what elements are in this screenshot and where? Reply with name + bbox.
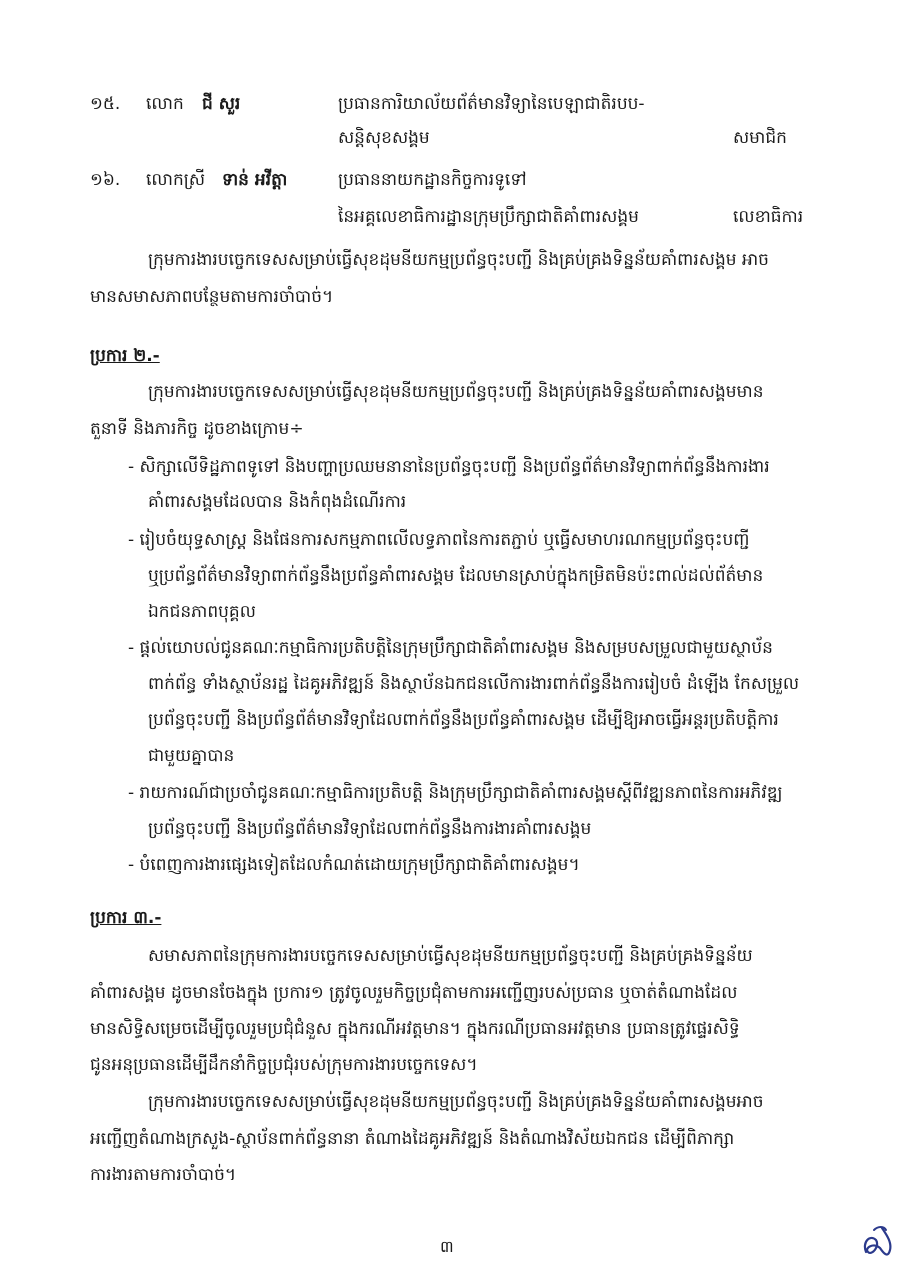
- member-16-title: លោកស្រី: [146, 170, 206, 190]
- member-16-name: ទាន់ អវីត្តា: [222, 170, 288, 190]
- article-3-para2-line1: ក្រុមការងារបច្ចេកទេសសម្រាប់ធ្វើសុខដុមនីយកម្មប្រព័ន្ធចុះបញ្ជី និងគ្រប់គ្រងទិន្នន័យគាំពារសង្គមអាច: [148, 1092, 764, 1112]
- article-2-bullet-2-line2: ឬប្រព័ន្ធព័ត៌មានវិទ្យាពាក់ព័ន្ធនឹងប្រព័ន្ធគាំពារសង្គម ដែលមានស្រាប់ក្នុងកម្រិតមិនប៉ះពាល់ដល់ព័ត៌មាន: [148, 566, 764, 586]
- article-2-bullet-4-line2: ប្រព័ន្ធចុះបញ្ជី និងប្រព័ន្ធព័ត៌មានវិទ្យាដែលពាក់ព័ន្ធនឹងការងារគាំពារសង្គម: [148, 819, 592, 839]
- article-2-bullet-3-line2: ពាក់ព័ន្ធ ទាំងស្ថាប័នរដ្ឋ ដៃគូអភិវឌ្ឍន៍ និងស្ថាប័នឯកជនលើការងារពាក់ព័ន្ធនឹងការរៀបចំ ដំឡើង កែសម្រួល: [148, 674, 800, 694]
- article-2-intro-line2: តួនាទី និងភារកិច្ច ដូចខាងក្រោម÷: [90, 419, 304, 439]
- member-15-name: ជី សួរ: [202, 94, 241, 114]
- article-2-bullet-5-line1: - បំពេញការងារផ្សេងទៀតដែលកំណត់ដោយក្រុមប្រឹក្សាជាតិគាំពារសង្គម។: [128, 855, 580, 875]
- article-3-para1-line1: សមាសភាពនៃក្រុមការងារបច្ចេកទេសសម្រាប់ធ្វើសុខដុមនីយកម្មប្រព័ន្ធចុះបញ្ជី និងគ្រប់គ្រងទិន្នន័យ: [148, 946, 753, 966]
- article-2-heading: ប្រការ ២.-: [90, 346, 160, 366]
- article-2-bullet-4-line1: - រាយការណ៍ជាប្រចាំជូនគណៈកម្មាធិការប្រតិបត្តិ និងក្រុមប្រឹក្សាជាតិគាំពារសង្គមស្តីពីវឌ្ឍនភាពនៃការអភិវឌ្ឍ: [128, 783, 783, 803]
- article-2-bullet-1-line2: គាំពារសង្គមដែលបាន និងកំពុងដំណើរការ: [148, 492, 407, 512]
- article-3-para1-line3: មានសិទ្ធិសម្រេចដើម្បីចូលរួមប្រជុំជំនួស ក្នុងករណីអវត្តមាន។ ក្នុងករណីប្រធានអវត្តមាន ប្រធានត្រូវផ្ទេរសិទ្ធិ: [90, 1019, 740, 1039]
- article-3-para2-line3: ការងារតាមការចាំបាច់។: [90, 1165, 237, 1185]
- article-2-intro-line1: ក្រុមការងារបច្ចេកទេសសម្រាប់ធ្វើសុខដុមនីយកម្មប្រព័ន្ធចុះបញ្ជី និងគ្រប់គ្រងទិន្នន័យគាំពារសង្គមមាន: [148, 382, 764, 402]
- member-16-role: លេខាធិការ: [733, 207, 804, 227]
- page-number: ៣: [440, 1237, 454, 1256]
- member-16-position-line2: នៃអគ្គលេខាធិការដ្ឋានក្រុមប្រឹក្សាជាតិគាំពារសង្គម: [338, 207, 639, 227]
- member-15-number: ១៥.: [90, 94, 121, 114]
- handwritten-initial-icon: [860, 1222, 894, 1266]
- article-2-bullet-3-line1: - ផ្តល់យោបល់ជូនគណៈកម្មាធិការប្រតិបត្តិនៃក្រុមប្រឹក្សាជាតិគាំពារសង្គម និងសម្របសម្រួលជាមួយស្ថាប័ន: [128, 638, 773, 658]
- article-3-heading: ប្រការ ៣.-: [90, 908, 162, 928]
- article-2-bullet-2-line3: ឯកជនភាពបុគ្គល: [148, 602, 256, 622]
- article-3-para1-line4: ជូនអនុប្រធានដើម្បីដឹកនាំកិច្ចប្រជុំរបស់ក្រុមការងារបច្ចេកទេស។: [90, 1055, 478, 1075]
- article-3-para1-line2: គាំពារសង្គម ដូចមានចែងក្នុង ប្រការ១ ត្រូវចូលរួមកិច្ចប្រជុំតាមការអញ្ជើញរបស់ប្រធាន ឬចាត់តំណាងដែល: [90, 983, 738, 1003]
- member-15-position-line2: សន្តិសុខសង្គម: [338, 128, 430, 148]
- article-2-bullet-3-line3: ប្រព័ន្ធចុះបញ្ជី និងប្រព័ន្ធព័ត៌មានវិទ្យាដែលពាក់ព័ន្ធនឹងប្រព័ន្ធគាំពារសង្គម ដើម្បីឱ្យអាចធ្វើអន្តរប្រតិបត្តិការ: [148, 710, 779, 730]
- article-2-bullet-3-line4: ជាមួយគ្នាបាន: [148, 746, 235, 766]
- article-2-bullet-2-line1: - រៀបចំយុទ្ធសាស្ត្រ និងផែនការសកម្មភាពលើលទ្ធភាពនៃការតភ្ជាប់ ឬធ្វើសមាហរណកម្មប្រព័ន្ធចុះបញ្ជី: [128, 530, 750, 550]
- intro-paragraph-line2: មានសមាសភាពបន្ថែមតាមការចាំបាច់។: [90, 287, 334, 307]
- article-3-para2-line2: អញ្ជើញតំណាងក្រសួង-ស្ថាប័នពាក់ព័ន្ធនានា តំណាងដៃគូអភិវឌ្ឍន៍ និងតំណាងវិស័យឯកជន ដើម្បីពិភាក្សា: [90, 1129, 735, 1149]
- member-16-number: ១៦.: [90, 170, 121, 190]
- member-15-title: លោក: [146, 94, 184, 114]
- member-15-role: សមាជិក: [733, 128, 787, 148]
- member-15-position-line1: ប្រធានការិយាល័យព័ត៌មានវិទ្យានៃបេឡាជាតិរបប-: [338, 94, 645, 114]
- member-16-position-line1: ប្រធាននាយកដ្ឋានកិច្ចការទូទៅ: [338, 170, 527, 190]
- intro-paragraph-line1: ក្រុមការងារបច្ចេកទេសសម្រាប់ធ្វើសុខដុមនីយកម្មប្រព័ន្ធចុះបញ្ជី និងគ្រប់គ្រងទិន្នន័យគាំពារសង្គម អាច: [148, 250, 769, 270]
- article-2-bullet-1-line1: - សិក្សាលើទិដ្ឋភាពទូទៅ និងបញ្ហាប្រឈមនានានៃប្រព័ន្ធចុះបញ្ជី និងប្រព័ន្ធព័ត៌មានវិទ្យាពាក់ព័ន្ធនឹងការងារ: [128, 457, 770, 477]
